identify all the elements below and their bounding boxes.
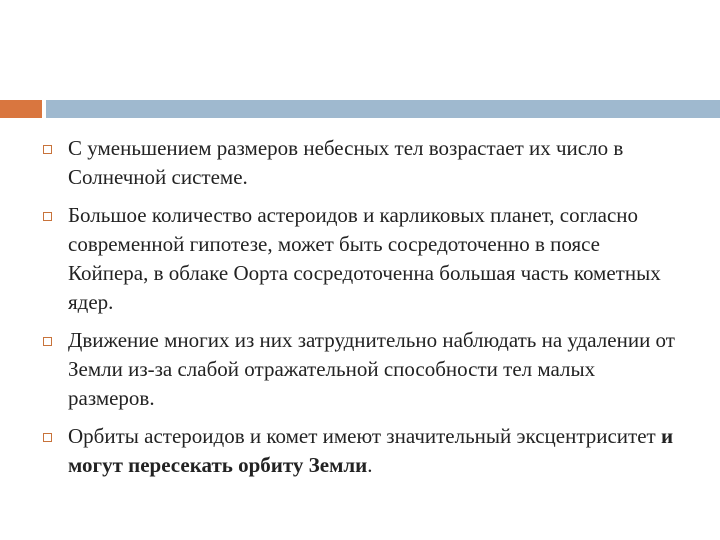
bullet-text-bold: и могут пересекать орбиту Земли [68, 424, 674, 477]
bullet-list [38, 134, 678, 489]
bullet-item [38, 326, 678, 413]
bullet-text-end: . [367, 453, 373, 477]
bullet-item [38, 201, 678, 317]
square-outline-icon [43, 433, 52, 442]
bullet-item [38, 422, 678, 480]
accent-bar-orange [0, 100, 42, 118]
square-outline-icon [43, 145, 52, 154]
square-outline-icon [43, 337, 52, 346]
bullet-text [68, 424, 673, 477]
square-outline-icon [43, 212, 52, 221]
bullet-text: Большое количество астероидов и карликовых планет, согласно современной гипотезе, может быть сосредоточенно в поясе Койпера, в облаке Оорта сосредоточенна большая часть кометных ядер. [68, 203, 661, 314]
bullet-item [38, 134, 678, 192]
bullet-text-start: Орбиты астероидов и комет имеют значительный эксцентриситет [68, 424, 661, 448]
bullet-text: Движение многих из них затруднительно наблюдать на удалении от Земли из-за слабой отражательной способности тел малых размеров. [68, 328, 675, 410]
bullet-text: С уменьшением размеров небесных тел возрастает их число в Солнечной системе. [68, 136, 624, 189]
accent-bar-blue [46, 100, 720, 118]
